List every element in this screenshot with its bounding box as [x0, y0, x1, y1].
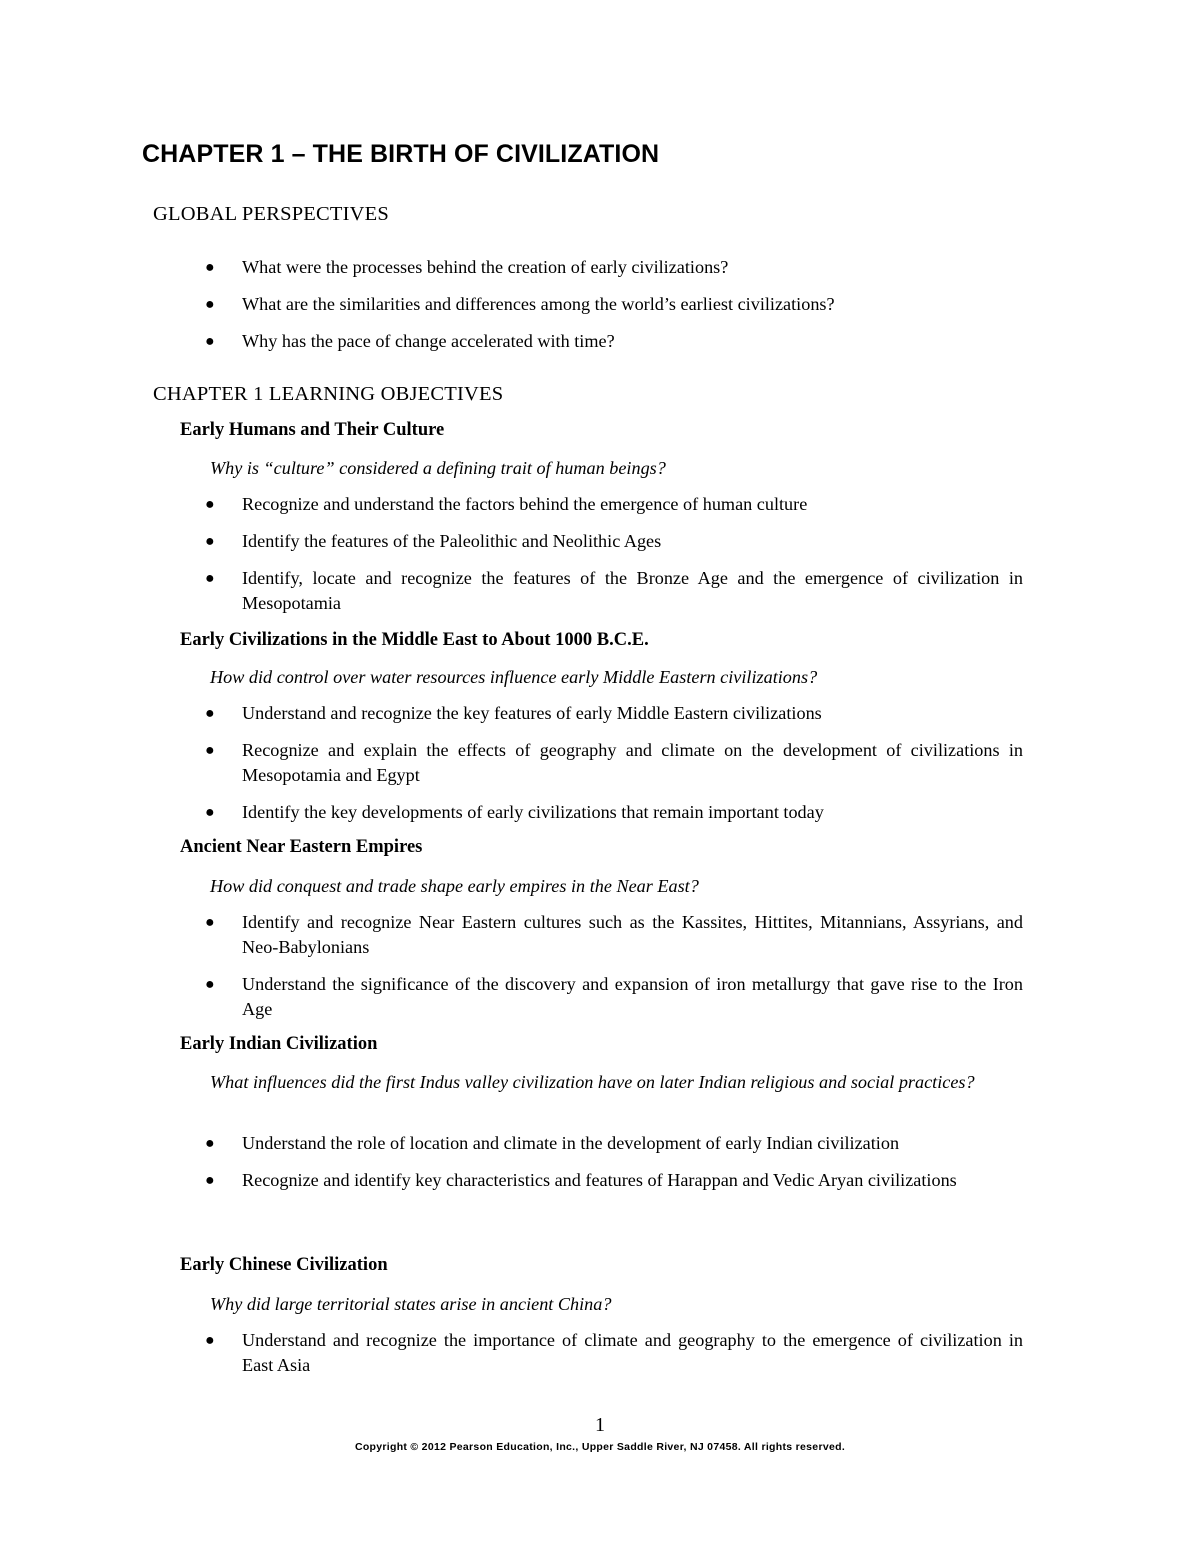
section-title: Early Civilizations in the Middle East to About 1000 B.C.E. — [180, 630, 649, 650]
chapter-title: CHAPTER 1 – THE BIRTH OF CIVILIZATION — [142, 140, 660, 168]
bullet-icon: ● — [205, 914, 215, 931]
objectives-list — [205, 492, 1023, 616]
list-item-text: Identify the key developments of early civilizations that remain important today — [242, 802, 824, 822]
list-item — [205, 1168, 1023, 1193]
list-item-text: Understand the significance of the discovery and expansion of iron metallurgy that gave rise to the Iron Age — [242, 974, 1023, 1019]
bullet-icon: ● — [205, 533, 215, 550]
list-item — [205, 566, 1023, 616]
list-item — [205, 1328, 1023, 1378]
bullet-icon: ● — [205, 296, 215, 313]
bullet-icon: ● — [205, 976, 215, 993]
objectives-list — [205, 910, 1023, 1022]
list-item-text: What are the similarities and differences among the world’s earliest civilizations? — [242, 294, 835, 314]
bullet-icon: ● — [205, 1172, 215, 1189]
list-item-text: Recognize and identify key characteristics and features of Harappan and Vedic Aryan civilizations — [242, 1170, 957, 1190]
list-item-text: What were the processes behind the creation of early civilizations? — [242, 257, 729, 277]
bullet-icon: ● — [205, 705, 215, 722]
list-item-text: Recognize and explain the effects of geography and climate on the development of civilizations in Mesopotamia and Egypt — [242, 740, 1023, 785]
copyright-notice: Copyright © 2012 Pearson Education, Inc., Upper Saddle River, NJ 07458. All rights reserved. — [354, 1441, 846, 1453]
list-item-text: Recognize and understand the factors behind the emergence of human culture — [242, 494, 808, 514]
list-item — [205, 910, 1023, 960]
list-item-text: Why has the pace of change accelerated with time? — [242, 331, 615, 351]
section-question: Why is “culture” considered a defining trait of human beings? — [210, 458, 666, 478]
section-title: Ancient Near Eastern Empires — [180, 837, 423, 857]
section-title: Early Chinese Civilization — [180, 1255, 388, 1275]
section-question: What influences did the first Indus valley civilization have on later Indian religious and social practices? — [210, 1072, 975, 1092]
page-number: 1 — [595, 1414, 605, 1436]
section-question: How did control over water resources influence early Middle Eastern civilizations? — [210, 667, 818, 687]
list-item — [205, 701, 1023, 726]
section-title: Early Humans and Their Culture — [180, 420, 445, 440]
bullet-icon: ● — [205, 1135, 215, 1152]
list-item — [205, 255, 1023, 280]
global-perspectives-heading: GLOBAL PERSPECTIVES — [153, 203, 389, 225]
objectives-list — [205, 1328, 1023, 1378]
list-item — [205, 972, 1023, 1022]
list-item-text: Understand and recognize the key features of early Middle Eastern civilizations — [242, 703, 822, 723]
section-question: Why did large territorial states arise in ancient China? — [210, 1294, 612, 1314]
learning-objectives-heading: CHAPTER 1 LEARNING OBJECTIVES — [153, 383, 504, 405]
list-item-text: Identify the features of the Paleolithic and Neolithic Ages — [242, 531, 662, 551]
section-question: How did conquest and trade shape early empires in the Near East? — [210, 876, 699, 896]
bullet-icon: ● — [205, 1332, 215, 1349]
list-item — [205, 292, 1023, 317]
list-item-text: Identify, locate and recognize the features of the Bronze Age and the emergence of civilization in Mesopotamia — [242, 568, 1023, 613]
bullet-icon: ● — [205, 742, 215, 759]
list-item — [205, 329, 1023, 354]
global-perspectives-list — [205, 255, 1023, 354]
objectives-list — [205, 701, 1023, 825]
bullet-icon: ● — [205, 259, 215, 276]
section-title: Early Indian Civilization — [180, 1034, 378, 1054]
list-item-text: Understand and recognize the importance of climate and geography to the emergence of civilization in East Asia — [242, 1330, 1023, 1375]
list-item-text: Identify and recognize Near Eastern cultures such as the Kassites, Hittites, Mitannians, Assyrians, and Neo-Babylonians — [242, 912, 1023, 957]
bullet-icon: ● — [205, 804, 215, 821]
list-item — [205, 492, 1023, 517]
bullet-icon: ● — [205, 333, 215, 350]
list-item — [205, 800, 1023, 825]
list-item-text: Understand the role of location and climate in the development of early Indian civilization — [242, 1133, 900, 1153]
list-item — [205, 1131, 1023, 1156]
bullet-icon: ● — [205, 570, 215, 587]
objectives-list — [205, 1131, 1023, 1193]
bullet-icon: ● — [205, 496, 215, 513]
list-item — [205, 738, 1023, 788]
list-item — [205, 529, 1023, 554]
